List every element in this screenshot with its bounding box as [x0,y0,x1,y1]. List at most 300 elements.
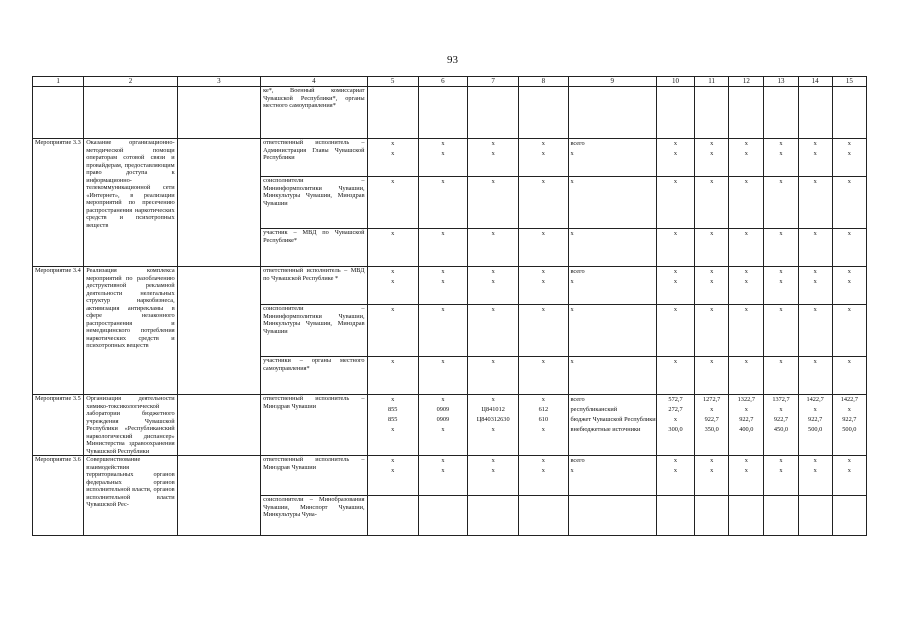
value-cell [519,456,568,496]
funding-source: всего [570,396,585,403]
value-cell [367,229,418,267]
value-cell [367,139,418,177]
cell-value: x [779,306,783,313]
cell-value: x [813,306,817,313]
cell-value: x [813,140,817,147]
value-cell [519,139,568,177]
cell-value: x [710,358,714,365]
cell-value: x [491,306,495,313]
cell-value: x [813,467,817,474]
cell-value: x [673,467,678,474]
cell-value: x [441,358,445,365]
cell-value: x [813,150,817,157]
cell-value: x [779,268,783,275]
cell-value: x [491,467,495,474]
measure-name-cell: Оказание организационно-методической помощи операторам сотовой связи и провайдерам, предоставляющим право доступа к информационно-телекоммуникационной сети «Интернет», в реализации мероприятий по пресечению распространения наркотических средств и психотропных веществ [84,139,177,267]
value-cell [832,229,866,267]
funding-source: внебюджетные источники [570,426,641,433]
cell-value: x [779,457,783,464]
funding-source: x [570,358,574,365]
value-cell [418,395,467,456]
value-cell [832,395,866,456]
cell-value: x [710,406,714,413]
value-cell [468,305,519,357]
cell-value: 1322,7 [737,396,755,403]
value-cell [468,395,519,456]
value-cell [798,496,832,536]
cell-value: x [673,278,678,285]
cell-value: x [391,396,395,403]
cell-value: x [441,306,445,313]
cell-value: x [813,358,817,365]
value-cell [418,496,467,536]
value-cell [729,357,764,395]
value-cell [729,267,764,305]
value-cell [764,177,798,229]
cell-value: 922,7 [739,416,754,423]
cell-value: 272,7 [668,406,683,413]
cell-value: x [710,230,714,237]
cell-value: x [710,150,714,157]
cell-value: x [813,268,817,275]
cell-value: 922,7 [773,416,789,423]
value-cell [695,267,729,305]
cell-value: x [847,140,851,147]
cell-value: 400,0 [739,426,754,433]
value-cell [729,229,764,267]
value-cell [798,139,832,177]
cell-value: x [391,306,395,313]
cell-value: x [391,230,395,237]
cell-value: x [779,358,783,365]
empty-cell [177,395,260,456]
program-table [32,76,867,536]
empty-cell [177,456,260,536]
cell-value: x [847,278,851,285]
cell-value: x [391,150,395,157]
cell-value: x [391,457,395,464]
cell-value: 1272,7 [703,396,721,403]
cell-value: x [491,178,495,185]
cell-value: x [847,268,851,275]
value-cell [519,229,568,267]
executor-cell: ответственный исполнитель – Минздрав Чувашии [261,456,368,496]
value-cell [832,267,866,305]
cell-value: x [441,230,445,237]
cell-value: x [491,396,495,403]
value-cell [519,305,568,357]
value-cell [418,87,467,139]
value-cell [656,177,694,229]
cell-value: Ц841012 [481,406,505,413]
executor-cell: ответственный исполнитель – МВД по Чувашской Республике * [261,267,368,305]
cell-value: x [710,140,714,147]
measure-name-cell: Реализация комплекса мероприятий по разоблачению деструктивной рекламной деятельности нелегальных структур наркобизнеса, активизация антирекламы в сфере незаконного распространения и немедицинского потребления наркотических средств и психотропных веществ [84,267,177,395]
value-cell [367,456,418,496]
cell-value: x [673,230,678,237]
cell-value: x [779,406,783,413]
value-cell [798,395,832,456]
value-cell [695,456,729,496]
value-cell [367,305,418,357]
funding-source-cell [568,87,656,139]
value-cell [418,229,467,267]
executor-cell: ответственный исполнитель – Минздрав Чувашии [261,395,368,456]
value-cell [832,496,866,536]
cell-value: x [673,140,678,147]
empty-cell [177,267,260,395]
value-cell [656,139,694,177]
value-cell [656,305,694,357]
cell-value: 500,0 [808,426,823,433]
cell-value: 922,7 [704,416,719,423]
cell-value: 855 [387,406,398,413]
cell-value: x [744,268,748,275]
empty-cell [177,87,260,139]
value-cell [832,87,866,139]
cell-value: x [491,457,495,464]
value-cell [798,305,832,357]
column-number: 9 [568,77,656,87]
value-cell [729,496,764,536]
value-cell [695,229,729,267]
cell-value: x [847,306,851,313]
value-cell [418,139,467,177]
value-cell [695,177,729,229]
value-cell [695,87,729,139]
value-cell [418,177,467,229]
cell-value: x [673,457,678,464]
cell-value: x [391,140,395,147]
cell-value: x [847,358,851,365]
column-number: 15 [832,77,866,87]
value-cell [656,456,694,496]
cell-value: x [491,150,495,157]
cell-value: x [673,150,678,157]
cell-value: 0909 [436,406,450,413]
cell-value: 572,7 [668,396,683,403]
funding-source: x [570,278,574,285]
table-row [33,395,867,456]
column-number: 14 [798,77,832,87]
value-cell [468,139,519,177]
cell-value: 0909 [436,416,450,423]
measure-name-cell: Совершенствование взаимодействия территориальных органов федеральных органов исполнительной власти, органов исполнительной власти Чувашской Рес- [84,456,177,536]
value-cell [418,267,467,305]
value-cell [468,229,519,267]
executor-cell: соисполнители – Минобразования Чувашии, Минспорт Чувашии, Минкультуры Чува- [261,496,368,536]
value-cell [832,456,866,496]
value-cell [656,229,694,267]
cell-value: x [847,230,851,237]
value-cell [468,267,519,305]
cell-value: x [744,358,748,365]
cell-value: 610 [538,416,549,423]
cell-value: x [441,278,445,285]
cell-value: 1422,7 [840,396,859,403]
cell-value: x [541,467,545,474]
cell-value: x [541,178,545,185]
cell-value: x [744,230,748,237]
funding-source: x [570,306,574,313]
cell-value: x [744,178,748,185]
cell-value: x [441,467,445,474]
cell-value: x [710,467,714,474]
column-number: 10 [656,77,694,87]
measure-name-cell [84,87,177,139]
funding-source-cell [568,496,656,536]
cell-value: x [391,278,395,285]
column-number: 1 [33,77,84,87]
table-row [33,87,867,139]
value-cell [832,139,866,177]
column-number: 6 [418,77,467,87]
cell-value: 500,0 [842,426,857,433]
value-cell [764,87,798,139]
cell-value: x [441,396,445,403]
value-cell [729,395,764,456]
cell-value: Ц840312630 [476,416,510,423]
empty-cell [177,139,260,267]
cell-value: x [779,150,783,157]
value-cell [798,357,832,395]
value-cell [798,229,832,267]
measure-cell: Мероприятие 3.5 [33,395,84,456]
funding-source-cell [568,395,656,456]
funding-source: x [570,230,574,237]
value-cell [764,139,798,177]
cell-value: x [847,457,851,464]
funding-source: x [570,178,574,185]
value-cell [519,87,568,139]
cell-value: x [779,467,783,474]
column-number: 2 [84,77,177,87]
cell-value: x [441,178,445,185]
value-cell [367,496,418,536]
value-cell [832,357,866,395]
cell-value: x [541,230,545,237]
program-table-sheet [32,76,867,582]
cell-value: x [744,467,748,474]
cell-value: x [541,278,545,285]
cell-value: x [744,140,748,147]
cell-value: x [541,396,545,403]
funding-source-cell [568,177,656,229]
value-cell [729,87,764,139]
value-cell [695,496,729,536]
cell-value: x [673,416,678,423]
value-cell [656,357,694,395]
value-cell [695,305,729,357]
column-number: 3 [177,77,260,87]
column-number: 11 [695,77,729,87]
cell-value: x [391,358,395,365]
value-cell [798,267,832,305]
funding-source: x [570,150,574,157]
value-cell [832,177,866,229]
cell-value: x [673,268,678,275]
measure-cell [33,87,84,139]
value-cell [468,177,519,229]
column-number-row [33,77,867,87]
measure-cell: Мероприятие 3.3 [33,139,84,267]
measure-cell: Мероприятие 3.6 [33,456,84,536]
cell-value: x [391,467,395,474]
value-cell [695,395,729,456]
value-cell [764,395,798,456]
funding-source: всего [570,457,585,464]
value-cell [729,305,764,357]
cell-value: x [673,358,678,365]
cell-value: 922,7 [808,416,823,423]
value-cell [764,456,798,496]
cell-value: x [710,306,714,313]
cell-value: x [779,278,783,285]
cell-value: x [779,230,783,237]
cell-value: x [541,150,545,157]
cell-value: x [813,178,817,185]
cell-value: x [813,457,817,464]
cell-value: x [491,140,495,147]
value-cell [519,496,568,536]
value-cell [729,139,764,177]
cell-value: x [441,426,445,433]
executor-cell: соисполнители – Мининформполитики Чувашии, Минкультуры Чувашии, Минздрав Чувашии [261,177,368,229]
cell-value: x [779,178,783,185]
cell-value: x [673,306,678,313]
cell-value: x [710,457,714,464]
executor-cell: участники – органы местного самоуправления* [261,357,368,395]
value-cell [656,87,694,139]
value-cell [468,357,519,395]
measure-cell: Мероприятие 3.4 [33,267,84,395]
value-cell [695,139,729,177]
cell-value: 1422,7 [806,396,824,403]
cell-value: x [744,406,748,413]
funding-source-cell [568,357,656,395]
cell-value: x [813,406,817,413]
value-cell [764,305,798,357]
value-cell [418,305,467,357]
cell-value: x [491,268,495,275]
cell-value: x [541,306,545,313]
cell-value: 1372,7 [772,396,790,403]
funding-source-cell [568,456,656,496]
cell-value: 922,7 [842,416,857,423]
cell-value: x [710,278,714,285]
value-cell [764,496,798,536]
cell-value: 350,0 [704,426,719,433]
executor-cell: участник – МВД по Чувашской Республике* [261,229,368,267]
column-number: 13 [764,77,798,87]
cell-value: x [541,268,545,275]
cell-value: 450,0 [773,426,789,433]
table-row [33,139,867,177]
value-cell [367,267,418,305]
cell-value: x [710,178,714,185]
value-cell [519,177,568,229]
table-row [33,267,867,305]
funding-source-cell [568,267,656,305]
cell-value: x [813,278,817,285]
value-cell [418,357,467,395]
value-cell [695,357,729,395]
page-number: 93 [447,54,458,66]
funding-source-cell [568,305,656,357]
value-cell [519,395,568,456]
cell-value: x [441,457,445,464]
value-cell [519,267,568,305]
cell-value: x [744,457,748,464]
cell-value: x [441,140,445,147]
funding-source: бюджет Чувашской Республики [570,416,656,423]
column-number: 5 [367,77,418,87]
value-cell [656,395,694,456]
executor-cell: ответственный исполнитель – Администрация Главы Чувашской Республики [261,139,368,177]
cell-value: x [491,278,495,285]
cell-value: x [710,268,714,275]
value-cell [798,456,832,496]
cell-value: x [541,457,545,464]
cell-value: x [744,278,748,285]
cell-value: x [441,268,445,275]
cell-value: x [491,358,495,365]
cell-value: 855 [387,416,398,423]
value-cell [367,87,418,139]
value-cell [367,177,418,229]
value-cell [798,87,832,139]
value-cell [764,229,798,267]
cell-value: x [847,406,851,413]
value-cell [656,496,694,536]
cell-value: x [744,306,748,313]
value-cell [729,177,764,229]
executor-cell: соисполнители – Мининформполитики Чувашии, Минкультуры Чувашии, Минздрав Чувашии [261,305,368,357]
value-cell [468,456,519,496]
cell-value: x [391,268,395,275]
column-number: 8 [519,77,568,87]
cell-value: x [441,150,445,157]
funding-source: всего [570,268,585,275]
cell-value: x [847,178,851,185]
value-cell [468,496,519,536]
cell-value: 300,0 [668,426,683,433]
value-cell [656,267,694,305]
value-cell [764,267,798,305]
funding-source-cell [568,229,656,267]
measure-name-cell: Организация деятельности химико-токсикологической лаборатории бюджетного учреждения Чувашской Республики «Республиканский наркологический диспансер» Министерства здравоохранения Чувашской Республики [84,395,177,456]
cell-value: x [847,467,851,474]
funding-source: республиканский [570,406,618,413]
cell-value: 612 [538,406,549,413]
cell-value: x [673,178,678,185]
value-cell [729,456,764,496]
cell-value: x [391,426,395,433]
value-cell [418,456,467,496]
cell-value: x [847,150,851,157]
column-number: 7 [468,77,519,87]
value-cell [764,357,798,395]
value-cell [367,357,418,395]
value-cell [367,395,418,456]
column-number: 4 [261,77,368,87]
column-number: 12 [729,77,764,87]
value-cell [519,357,568,395]
value-cell [468,87,519,139]
executor-cell: ке*, Военный комиссариат Чувашской Республики*, органы местного самоуправления* [261,87,368,139]
cell-value: x [744,150,748,157]
cell-value: x [541,140,545,147]
